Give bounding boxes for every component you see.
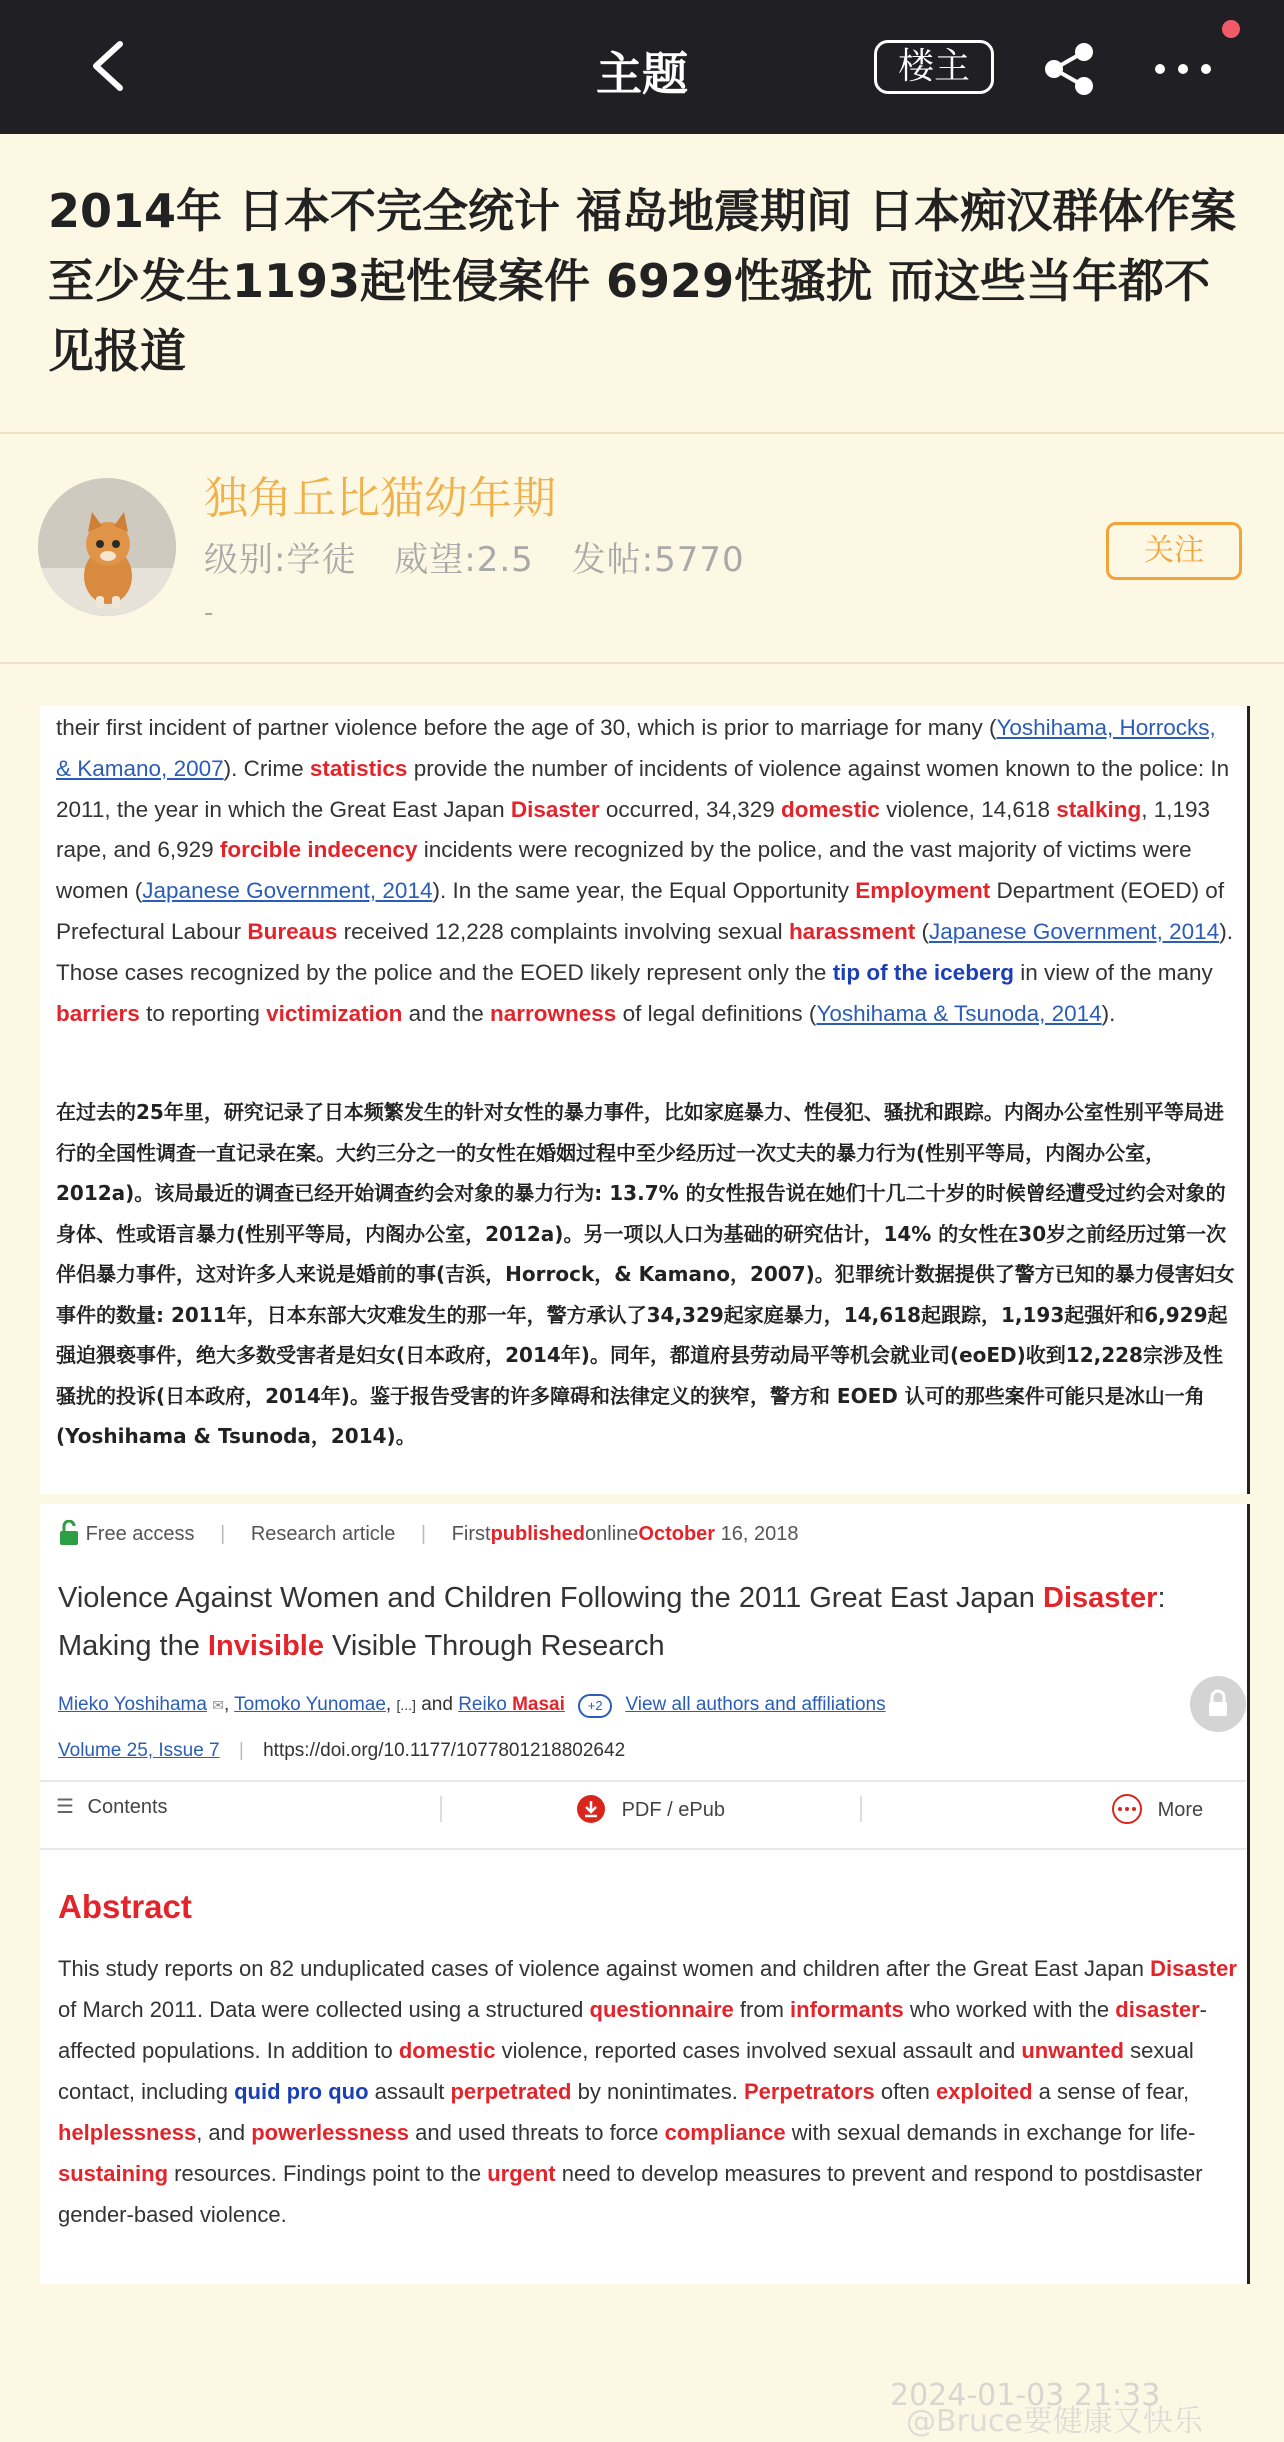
lock-icon bbox=[1190, 1676, 1246, 1732]
author-and: and bbox=[421, 1694, 453, 1715]
highlighted-term: barriers bbox=[56, 1000, 140, 1026]
follow-button[interactable]: 关注 bbox=[1106, 522, 1242, 580]
timestamp-watermark: 2024-01-03 21:33 bbox=[890, 2378, 1161, 2413]
citation-link[interactable]: Yoshihama, Horrocks, & Kamano, 2007 bbox=[56, 715, 1216, 781]
text-run: by nonintimates. bbox=[571, 2079, 744, 2104]
text-run: sexual contact, including bbox=[58, 2038, 1194, 2104]
embedded-image-paper-excerpt[interactable] bbox=[40, 706, 1250, 1494]
text-run: : Making the bbox=[58, 1582, 1166, 1662]
list-icon: ☰ bbox=[56, 1796, 74, 1818]
share-icon[interactable] bbox=[1040, 40, 1098, 98]
divider bbox=[0, 432, 1284, 434]
more-label: More bbox=[1157, 1799, 1204, 1821]
highlighted-term: urgent bbox=[487, 2161, 556, 2186]
highlighted-term: Bureaus bbox=[247, 918, 338, 944]
notification-dot bbox=[1222, 20, 1240, 38]
highlighted-term: harassment bbox=[788, 918, 916, 944]
highlighted-term: domestic bbox=[781, 796, 880, 822]
text-run: assault bbox=[368, 2079, 451, 2104]
author-list: Mieko Yoshihama ✉, Tomoko Yunomae, [...] and Reiko Masai +2 View all authors and affiliations bbox=[58, 1694, 886, 1718]
highlighted-term: unwanted bbox=[1021, 2038, 1124, 2063]
article-toolbar bbox=[40, 1782, 1246, 1834]
weibo-watermark: @Bruce要健康又快乐 bbox=[906, 2404, 1203, 2439]
user-post-count: 发帖:5770 bbox=[571, 540, 745, 580]
download-icon bbox=[576, 1794, 606, 1824]
publication-date: FirstpublishedonlineOctober 16, 2018 bbox=[451, 1523, 799, 1545]
highlighted-term: powerlessness bbox=[251, 2120, 409, 2145]
abstract-heading: Abstract bbox=[58, 1888, 192, 1925]
text-run: and used threats to force bbox=[408, 2120, 665, 2145]
article-type: Research article bbox=[250, 1523, 396, 1545]
text-run: This study reports on 82 unduplicated cases of violence against women and children after the Great East Japan bbox=[58, 1956, 1151, 1981]
highlighted-term: quid pro quo bbox=[234, 2079, 369, 2104]
text-run: occurred, 34,329 bbox=[599, 796, 782, 822]
text-run: to reporting bbox=[139, 1000, 267, 1026]
highlighted-term: forcible indecency bbox=[219, 837, 418, 863]
author-ellipsis[interactable]: [...] bbox=[396, 1697, 416, 1713]
text-run: violence, reported cases involved sexual assault and bbox=[495, 2038, 1022, 2063]
text-run: Violence Against Women and Children Following the 2011 Great East Japan bbox=[58, 1582, 1043, 1614]
contents-label: Contents bbox=[87, 1796, 168, 1818]
text-run: violence, 14,618 bbox=[879, 796, 1057, 822]
highlighted-term: narrowness bbox=[490, 1000, 617, 1026]
highlighted-term: compliance bbox=[664, 2120, 786, 2145]
citation-link[interactable]: Japanese Government, 2014 bbox=[929, 918, 1220, 944]
text-run: ). In the same year, the Equal Opportunity bbox=[432, 878, 856, 904]
article-title bbox=[58, 1574, 1248, 1670]
citation-link[interactable]: Yoshihama & Tsunoda, 2014 bbox=[816, 1000, 1102, 1026]
text-run: ). Those cases recognized by the police and the EOED likely represent only the bbox=[56, 918, 1233, 985]
user-level: 级别:学徒 bbox=[204, 540, 357, 580]
divider bbox=[440, 1796, 442, 1822]
highlighted-term: sustaining bbox=[58, 2161, 169, 2186]
highlighted-term: stalking bbox=[1056, 796, 1142, 822]
open-lock-icon bbox=[58, 1520, 80, 1546]
text-run: in view of the many bbox=[1013, 959, 1213, 985]
lock-button[interactable] bbox=[1190, 1676, 1246, 1732]
original-poster-only-button[interactable]: 楼主 bbox=[874, 40, 994, 94]
text-run: a sense of fear, bbox=[1032, 2079, 1190, 2104]
user-stats bbox=[204, 532, 771, 581]
highlighted-term: exploited bbox=[935, 2079, 1033, 2104]
text-run: ( bbox=[915, 918, 929, 944]
highlighted-term: domestic bbox=[398, 2038, 496, 2063]
highlighted-term: Perpetrators bbox=[743, 2079, 875, 2104]
pdf-button[interactable] bbox=[576, 1794, 725, 1824]
author-link[interactable]: Reiko Masai bbox=[458, 1694, 565, 1715]
text-run: ). bbox=[1101, 1000, 1116, 1026]
chinese-translation-text: 在过去的25年里，研究记录了日本频繁发生的针对女性的暴力事件，比如家庭暴力、性侵犯、骚扰和跟踪。内阁办公室性别平等局进行的全国性调查一直记录在案。大约三分之一的女性在婚姻过程中至少经历过一次丈夫的暴力行为(性别平等局，内阁办公室，2012a)。该局最近的调查已经开始调查约会对象的暴力行为: 13.7% 的女性报告说在她们十几二十岁的时候曾经遭受过约会对象的身体、性或语言暴力(性别平等局，内阁办公室，2012a)。另一项以人口为基础的研究估计，14% 的女性在30岁之前经历过第一次伴侣暴力事件，这对许多人来说是婚前的事(吉浜，Horrock，& Kamano，2007)。犯罪统计数据提供了警方已知的暴力侵害妇女事件的数量: 2011年，日本东部大灾难发生的那一年，警方承认了34,329起家庭暴力，14,618起跟踪，1,193起强奸和6,929起强迫猥亵事件，绝大多数受害者是妇女(日本政府，2014年)。同年，都道府县劳动局平等机会就业司(eoED)收到12,228宗涉及性骚扰的投诉(日本政府，2014年)。鉴于报告受害的许多障碍和法律定义的狭窄，警方和 EOED 认可的那些案件可能只是冰山一角(Yoshihama & Tsunoda，2014)。 bbox=[56, 1100, 1235, 1448]
pdf-label: PDF / ePub bbox=[621, 1799, 725, 1821]
citation-link[interactable]: Japanese Government, 2014 bbox=[142, 878, 433, 904]
highlighted-term: Disaster bbox=[510, 796, 600, 822]
text-run: their first incident of partner violence before the age of 30, which is prior to marriage for many ( bbox=[56, 715, 997, 740]
username[interactable]: 独角丘比猫幼年期 bbox=[204, 473, 556, 524]
doi-text[interactable]: https://doi.org/10.1177/1077801218802642 bbox=[263, 1740, 626, 1761]
user-signature: - bbox=[204, 598, 214, 628]
more-options-icon[interactable] bbox=[1150, 40, 1216, 98]
highlighted-term: victimization bbox=[266, 1000, 403, 1026]
text-run: who worked with the bbox=[903, 1997, 1116, 2022]
view-all-authors-link[interactable]: View all authors and affiliations bbox=[625, 1694, 886, 1715]
highlighted-term: Disaster bbox=[1043, 1582, 1158, 1614]
highlighted-term: helplessness bbox=[58, 2120, 197, 2145]
english-excerpt-text bbox=[56, 708, 1236, 1034]
user-prestige: 威望:2.5 bbox=[394, 540, 534, 580]
more-circle-icon bbox=[1110, 1794, 1144, 1824]
divider bbox=[0, 662, 1284, 664]
highlighted-term: Disaster bbox=[1150, 1956, 1237, 1981]
text-run: and the bbox=[402, 1000, 490, 1026]
embedded-image-article-page[interactable] bbox=[40, 1504, 1250, 2284]
text-run: provide the number of incidents of violence against women known to the police: In 2011, the year in which the Great East Japan bbox=[56, 755, 1230, 822]
abstract-text bbox=[58, 1948, 1238, 2235]
text-run: with sexual demands in exchange for life- bbox=[785, 2120, 1196, 2145]
highlighted-term: perpetrated bbox=[450, 2079, 572, 2104]
text-run: ). Crime bbox=[223, 755, 310, 781]
author-link[interactable]: Tomoko Yunomae bbox=[234, 1694, 386, 1715]
more-authors-badge[interactable]: +2 bbox=[578, 1694, 612, 1718]
top-navigation-bar bbox=[0, 0, 1284, 134]
highlighted-term: informants bbox=[790, 1997, 904, 2022]
highlighted-term: disaster bbox=[1115, 1997, 1200, 2022]
text-run: from bbox=[733, 1997, 791, 2022]
highlighted-term: tip of the iceberg bbox=[832, 959, 1014, 985]
author-link[interactable]: Mieko Yoshihama bbox=[58, 1694, 207, 1715]
volume-info: Volume 25, Issue 7 | https://doi.org/10.1177/1077801218802642 bbox=[58, 1740, 626, 1761]
text-run: of March 2011. Data were collected using a structured bbox=[58, 1997, 590, 2022]
text-run: , 1,193 rape, and 6,929 bbox=[56, 796, 1211, 863]
divider bbox=[860, 1796, 862, 1822]
kitten-avatar-image bbox=[38, 478, 176, 616]
text-run: of legal definitions ( bbox=[616, 1000, 817, 1026]
page-title: 主题 bbox=[596, 47, 688, 101]
post-headline: 2014年 日本不完全统计 福岛地震期间 日本痴汉群体作案 至少发生1193起性侵案件 6929性骚扰 而这些当年都不见报道 bbox=[48, 184, 1237, 378]
highlighted-term: statistics bbox=[309, 755, 408, 781]
highlighted-term: questionnaire bbox=[589, 1997, 734, 2022]
text-run: , and bbox=[196, 2120, 252, 2145]
text-run: Department (EOED) of Prefectural Labour bbox=[56, 878, 1225, 944]
text-run: resources. Findings point to the bbox=[168, 2161, 488, 2186]
divider bbox=[40, 1848, 1246, 1850]
volume-link[interactable]: Volume 25, Issue 7 bbox=[58, 1740, 220, 1761]
text-run: received 12,228 complaints involving sexual bbox=[337, 918, 789, 944]
text-run: often bbox=[874, 2079, 936, 2104]
text-run: incidents were recognized by the police, and the vast majority of victims were women ( bbox=[56, 837, 1192, 904]
text-run: Visible Through Research bbox=[323, 1630, 665, 1662]
article-meta: Free access | Research article | FirstpublishedonlineOctober 16, 2018 bbox=[58, 1520, 819, 1546]
highlighted-term: Invisible bbox=[207, 1630, 324, 1662]
access-label: Free access bbox=[85, 1523, 195, 1545]
text-run: -affected populations. In addition to bbox=[58, 1997, 1207, 2063]
contents-button[interactable] bbox=[56, 1794, 168, 1819]
avatar[interactable] bbox=[38, 478, 176, 616]
highlighted-term: Employment bbox=[855, 878, 991, 904]
more-button[interactable] bbox=[1110, 1794, 1203, 1824]
text-run: need to develop measures to prevent and respond to postdisaster gender-based violence. bbox=[58, 2161, 1203, 2227]
